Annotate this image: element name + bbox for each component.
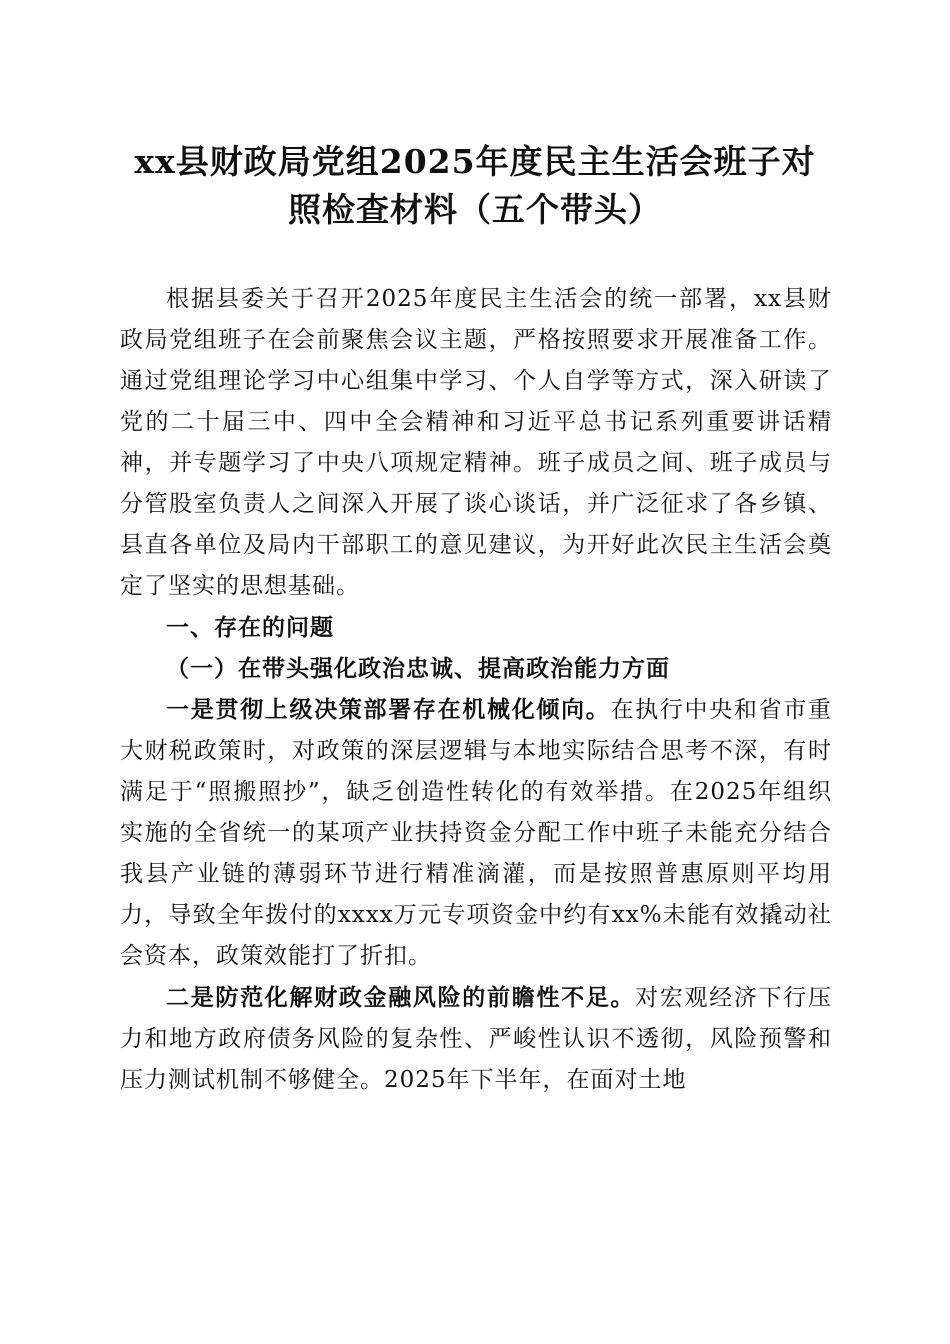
intro-paragraph: 根据县委关于召开2025年度民主生活会的统一部署，xx县财政局党组班子在会前聚焦会议主题，严格按照要求开展准备工作。通过党组理论学习中心组集中学习、个人自学等方式，深入研读了党的二十届三中、四中全会精神和习近平总书记系列重要讲话精神，并专题学习了中央八项规定精神。班子成员之间、班子成员与分管股室负责人之间深入开展了谈心谈话，并广泛征求了各乡镇、县直各单位及局内干部职工的意见建议，为开好此次民主生活会奠定了坚实的思想基础。 <box>120 286 832 599</box>
document-title <box>110 138 840 234</box>
item-1-text: 在执行中央和省市重大财税政策时，对政策的深层逻辑与本地实际结合思考不深，有时满足于“照搬照抄”，缺乏创造性转化的有效举措。在2025年组织实施的全省统一的某项产业扶持资金分配工作中班子未能充分结合我县产业链的薄弱环节进行精准滴灌，而是按照普惠原则平均用力，导致全年拨付的xxxx万元专项资金中约有xx%未能有效撬动社会资本，政策效能打了折扣。 <box>120 697 833 969</box>
item-2-text: 对宏观经济下行压力和地方政府债务风险的复杂性、严峻性认识不透彻，风险预警和压力测试机制不够健全。2025年下半年，在面对土地 <box>120 985 833 1093</box>
problem-item-1 <box>120 689 832 977</box>
problem-item-2 <box>120 977 832 1101</box>
subsection-heading: （一）在带头强化政治忠诚、提高政治能力方面 <box>166 655 670 682</box>
item-2-lead: 二是防范化解财政金融风险的前瞻性不足。 <box>166 984 636 1011</box>
title-line-1: xx县财政局党组2025年度民主生活会班子对 <box>134 142 816 181</box>
title-line-2: 照检查材料（五个带头） <box>288 190 662 229</box>
document-body <box>120 279 832 1101</box>
section-heading: 一、存在的问题 <box>166 614 334 641</box>
item-1-lead: 一是贯彻上级决策部署存在机械化倾向。 <box>166 696 611 723</box>
